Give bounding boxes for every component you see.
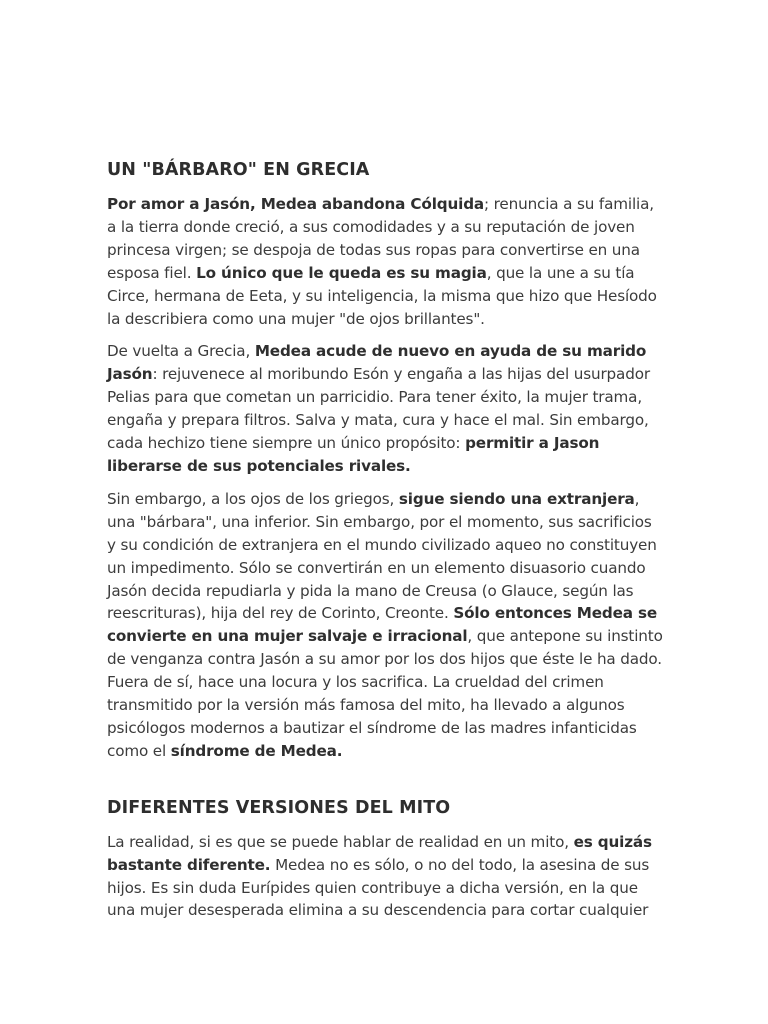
paragraph-text: ; renuncia a su familia, a la tierra donde creció, a sus comodidades y a su reputación de joven princesa virgen; se despoja de todas sus ropas para convertirse en una esposa fiel. [107,195,654,282]
paragraph-text: De vuelta a Grecia, [107,342,255,361]
paragraph-text: , que la une a su tía Circe, hermana de Eeta, y su inteligencia, la misma que hizo que Hesíodo la describiera como una mujer "de ojos brillantes". [107,263,657,328]
section-title: UN "BÁRBARO" EN GRECIA [107,160,370,180]
paragraph-text: Sin embargo, a los ojos de los griegos, [107,489,399,508]
bold-text: Lo único que le queda es su magia [196,263,487,282]
paragraph-text: , una "bárbara", una inferior. Sin embargo, por el momento, sus sacrificios y su condición de extranjera en el mundo civilizado aqueo no constituyen un impedimento. Sólo se convertirán en un elemento disuasorio cuando Jasón decida repudiarla y pida la mano de Creusa (o Glauce, según las reescrituras), hija del rey de Corinto, Creonte. [107,489,657,623]
paragraph-text: La realidad, si es que se puede hablar de realidad en un mito, [107,832,574,851]
paragraph [107,193,663,330]
bold-text: sigue siendo una extranjera [398,489,635,508]
paragraph [107,488,663,763]
section-title: DIFERENTES VERSIONES DEL MITO [107,797,451,818]
bold-text: Sólo entonces Medea se convierte en una mujer salvaje e irracional [107,604,658,646]
bold-text: síndrome de Medea. [170,741,343,760]
paragraph-text: Medea no es sólo, o no del todo, la asesina de sus hijos. Es sin duda Eurípides quien contribuye a dicha versión, en la que una mujer desesperada elimina a su descendencia para cortar cualquier [107,855,650,920]
paragraph-text: , que antepone su instinto de venganza contra Jasón a su amor por los dos hijos que éste le ha dado. Fuera de sí, hace una locura y los sacrifica. La crueldad del crimen transmitido por la versión más famosa del mito, ha llevado a algunos psicólogos modernos a bautizar el síndrome de las madres infanticidas como el [107,627,663,760]
bold-text: permitir a Jason liberarse de sus potenciales rivales. [107,434,600,475]
paragraph [107,340,663,477]
article-body [107,157,663,932]
paragraph-text: : rejuvenece al moribundo Esón y engaña a las hijas del usurpador Pelias para que cometan un parricidio. Para tener éxito, la mujer trama, engaña y prepara filtros. Salva y mata, cura y hace el mal. Sin embargo, cada hechizo tiene siempre un único propósito: [107,365,650,453]
bold-text: Medea acude de nuevo en ayuda de su marido Jasón [107,342,647,384]
bold-text: Por amor a Jasón, Medea abandona Cólquida [107,195,485,213]
bold-text: es quizás bastante diferente. [107,832,652,874]
paragraph [107,831,663,923]
